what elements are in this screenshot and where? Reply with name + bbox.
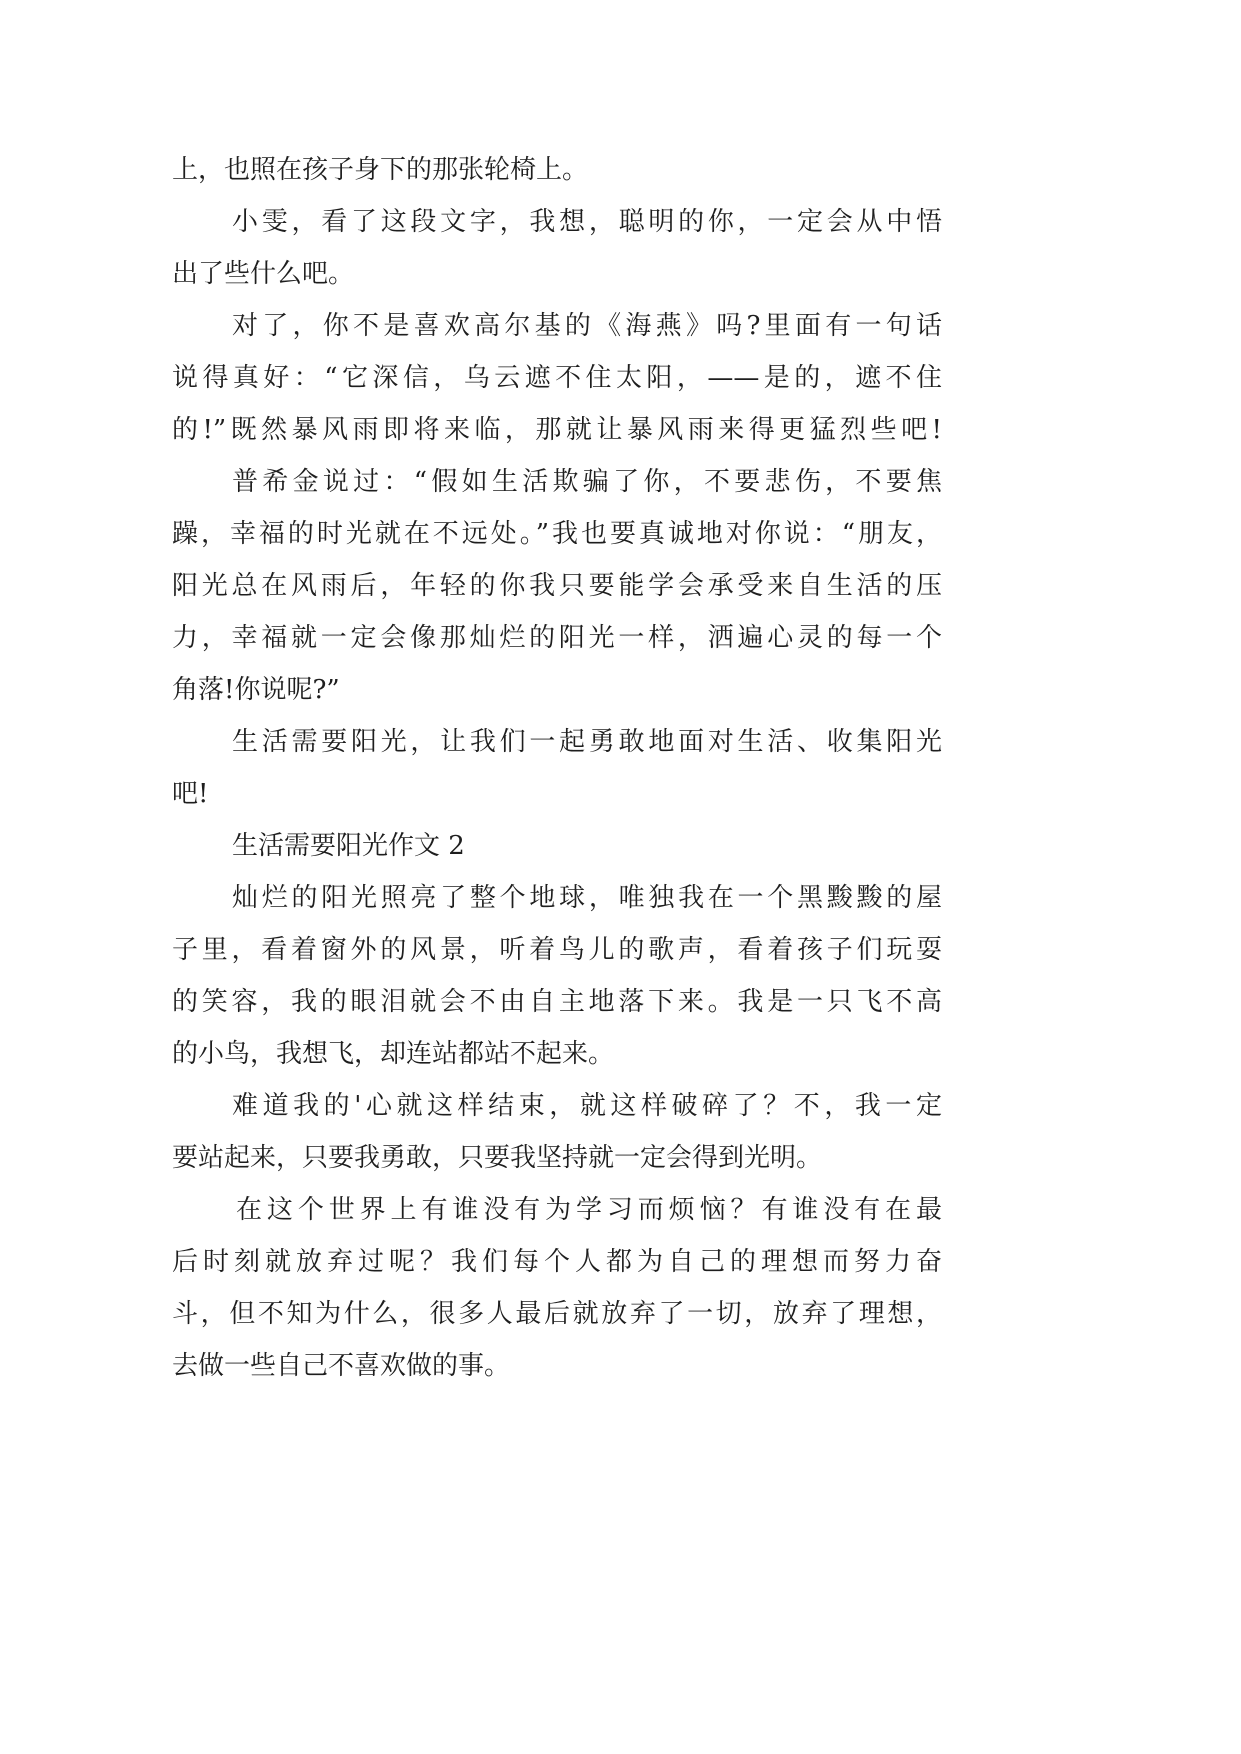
paragraph: [172, 1080, 942, 1184]
text-line: 躁，幸福的时光就在不远处。”我也要真诚地对你说：“朋友，: [172, 519, 942, 549]
text-line: 的笑容，我的眼泪就会不由自主地落下来。我是一只飞不高: [172, 987, 942, 1017]
paragraph: [172, 300, 942, 456]
text-line: 后时刻就放弃过呢？我们每个人都为自己的理想而努力奋: [172, 1247, 942, 1277]
paragraph: [172, 196, 942, 300]
text-line: 的!”既然暴风雨即将来临，那就让暴风雨来得更猛烈些吧!: [172, 415, 942, 445]
text-line: 难道我的'心就这样结束，就这样破碎了？不，我一定: [232, 1091, 942, 1121]
text-line: 去做一些自己不喜欢做的事。: [172, 1351, 511, 1381]
text-line: 斗，但不知为什么，很多人最后就放弃了一切，放弃了理想，: [172, 1299, 942, 1329]
text-line: 在这个世界上有谁没有为学习而烦恼？有谁没有在最: [236, 1195, 942, 1225]
paragraph: [172, 872, 942, 1080]
text-line: 力，幸福就一定会像那灿烂的阳光一样，洒遍心灵的每一个: [172, 623, 942, 653]
paragraph: [172, 456, 942, 716]
text-line: 对了，你不是喜欢高尔基的《海燕》吗?里面有一句话: [232, 311, 942, 341]
text-line: 普希金说过：“假如生活欺骗了你，不要悲伤，不要焦: [232, 467, 942, 497]
text-line: 灿烂的阳光照亮了整个地球，唯独我在一个黑黢黢的屋: [232, 883, 942, 913]
text-line: 小雯，看了这段文字，我想，聪明的你，一定会从中悟: [232, 207, 942, 237]
paragraph: [172, 716, 942, 820]
text-line: 出了些什么吧。: [172, 259, 355, 289]
text-line: 吧!: [172, 779, 209, 809]
text-line: 上，也照在孩子身下的那张轮椅上。: [172, 155, 589, 185]
text-line: 子里，看着窗外的风景，听着鸟儿的歌声，看着孩子们玩耍: [172, 935, 942, 965]
text-line: 阳光总在风雨后，年轻的你我只要能学会承受来自生活的压: [172, 571, 942, 601]
document-body: [172, 144, 942, 1392]
section-heading: 生活需要阳光作文 2: [232, 831, 465, 861]
text-line: 说得真好：“它深信，乌云遮不住太阳，——是的，遮不住: [172, 363, 942, 393]
text-line: 的小鸟，我想飞，却连站都站不起来。: [172, 1039, 615, 1069]
paragraph: [172, 1184, 942, 1392]
text-line: 生活需要阳光，让我们一起勇敢地面对生活、收集阳光: [232, 727, 942, 757]
paragraph: [172, 144, 942, 196]
text-line: 要站起来，只要我勇敢，只要我坚持就一定会得到光明。: [172, 1143, 823, 1173]
text-line: 角落!你说呢?”: [172, 675, 340, 705]
